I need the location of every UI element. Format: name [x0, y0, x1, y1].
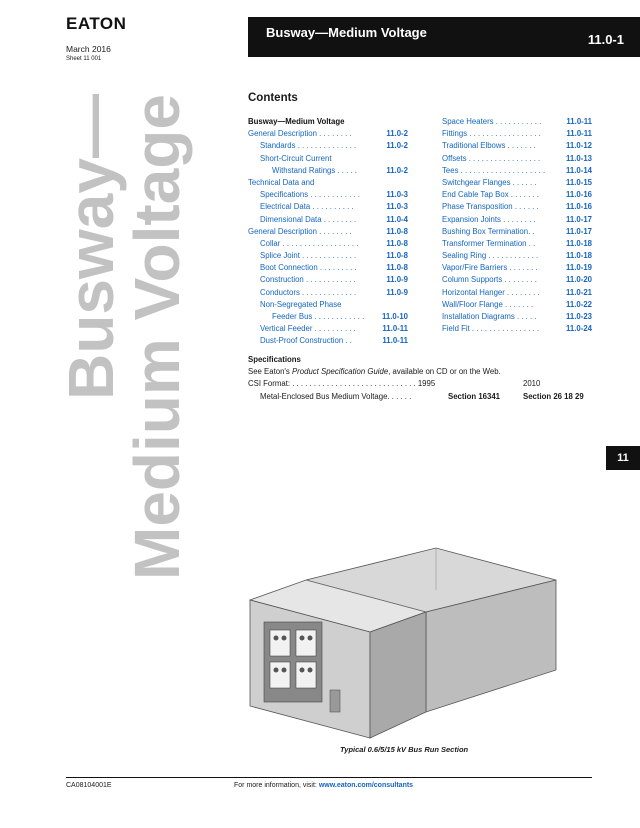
toc-entry-label: Switchgear Flanges	[442, 177, 511, 187]
toc-leader-dots: . . . . . . . . . . . . . . . . . .	[280, 238, 359, 248]
toc-entry-label: Vapor/Fire Barriers	[442, 263, 508, 273]
toc-entry-page: 11.0-11	[566, 129, 592, 139]
toc-entry-page: 11.0-17	[565, 214, 592, 224]
toc-entry-label: General Description	[248, 226, 317, 236]
toc-entry-page: 11.0-11	[382, 324, 408, 334]
toc-leader-dots: . . . . . . . . . . . . . . . . . . . .	[458, 165, 546, 175]
toc-leader-dots: . . . . . . . .	[321, 214, 357, 224]
toc-entry-label: Column Supports	[442, 275, 503, 285]
csi-year-2010: 2010	[523, 379, 541, 389]
toc-entry-page: 11.0-17	[565, 226, 592, 236]
toc-entry-page: 11.0-11	[566, 117, 592, 126]
toc-entry-label: General Description	[248, 129, 317, 139]
toc-entry-page: 11.0-18	[565, 251, 592, 261]
specifications-note: See Eaton's Product Specification Guide, available on CD or on the Web.	[248, 367, 501, 377]
toc-entry-page: 11.0-20	[565, 275, 592, 285]
specifications-block	[248, 354, 598, 403]
toc-entry[interactable]	[442, 274, 592, 286]
toc-entry[interactable]	[248, 214, 408, 226]
toc-entry-page: 11.0-22	[565, 299, 592, 309]
toc-leader-dots: . . . . . . . . . . .	[493, 117, 542, 126]
toc-entry-label: Conductors	[260, 287, 300, 297]
toc-entry-page: 11.0-8	[386, 238, 408, 248]
toc-entry[interactable]	[442, 299, 592, 311]
toc-entry[interactable]	[442, 214, 592, 226]
toc-leader-dots: . . . . . . . .	[500, 214, 536, 224]
contents-column-2	[442, 116, 592, 335]
toc-entry-label: Standards	[260, 141, 296, 151]
footer-info: For more information, visit: www.eaton.com/consultants	[234, 782, 414, 789]
toc-entry-page: 11.0-21	[565, 287, 592, 297]
specifications-heading: Specifications	[248, 355, 301, 364]
toc-entry-label-continued: Withstand Ratings	[272, 165, 336, 175]
csi-item-row	[248, 391, 598, 403]
toc-entry-label: Offsets	[442, 153, 467, 163]
toc-entry-page: 11.0-10	[381, 312, 408, 322]
toc-entry-label: Fittings	[442, 129, 468, 139]
toc-entry-label: Splice Joint	[260, 251, 300, 261]
page-title: Busway—Medium Voltage	[266, 25, 427, 40]
toc-leader-dots: . . . . . . . . . .	[312, 324, 356, 334]
toc-entry-page: 11.0-9	[386, 287, 408, 297]
consultants-link[interactable]: www.eaton.com/consultants	[318, 782, 414, 789]
toc-entry-page: 11.0-9	[386, 275, 408, 285]
toc-entry-label: Vertical Feeder	[260, 324, 313, 334]
toc-entry-page: 11.0-2	[386, 141, 408, 151]
toc-entry[interactable]	[248, 153, 408, 177]
toc-entry-page: 11.0-15	[565, 177, 592, 187]
toc-entry[interactable]	[442, 165, 592, 177]
toc-entry-page: 11.0-16	[565, 190, 592, 200]
toc-entry[interactable]	[248, 335, 408, 347]
toc-entry-label: Collar	[260, 238, 281, 248]
toc-entry-label: Transformer Termination	[442, 238, 527, 248]
toc-entry[interactable]	[248, 250, 408, 262]
toc-leader-dots: . . . . . .	[512, 202, 539, 212]
toc-leader-dots: . .	[526, 238, 536, 248]
toc-entry[interactable]	[248, 262, 408, 274]
toc-entry-label: Phase Transposition	[442, 202, 513, 212]
toc-entry-label: Technical Data and	[248, 177, 315, 187]
toc-entry[interactable]	[442, 250, 592, 262]
toc-leader-dots: . . . . . . . . . . . . . . . . .	[467, 129, 541, 139]
product-guide-title: Product Specification Guide	[291, 367, 389, 377]
toc-leader-dots: . . . . . .	[510, 177, 537, 187]
toc-leader-dots: . . . . . . .	[508, 190, 539, 200]
toc-entry-page: 11.0-23	[565, 312, 592, 321]
toc-leader-dots: . . . . . . . . . .	[310, 202, 354, 212]
toc-entry[interactable]	[248, 238, 408, 250]
toc-leader-dots: . . . . . . . .	[316, 129, 352, 139]
toc-entry-label: Dust-Proof Construction	[260, 336, 344, 346]
toc-leader-dots: . . . . . . . .	[504, 287, 540, 297]
toc-leader-dots: . . . . . . . . . . . . . . . . .	[466, 153, 541, 163]
toc-entry[interactable]	[248, 299, 408, 323]
bus-run-section-image	[246, 540, 576, 740]
toc-entry-label: Sealing Ring	[442, 251, 487, 261]
toc-entry-page: 11.0-16	[565, 202, 592, 212]
toc-entry-label: Dimensional Data	[260, 214, 322, 224]
toc-entry-label-continued: Specifications	[260, 190, 309, 200]
toc-entry[interactable]	[442, 128, 592, 140]
csi-format-label: CSI Format: . . . . . . . . . . . . . . . . . . . . . . . . . . . . . 1995	[248, 379, 436, 389]
vertical-section-title	[55, 94, 198, 654]
toc-leader-dots: . . . . . . . . . . . .	[303, 275, 356, 285]
toc-entry[interactable]	[442, 226, 592, 238]
sheet-number: Sheet 11 001	[66, 56, 102, 62]
contents-column-1	[248, 116, 408, 348]
toc-entry[interactable]	[248, 287, 408, 299]
toc-entry[interactable]	[442, 116, 592, 128]
toc-entry[interactable]	[442, 153, 592, 165]
toc-entry[interactable]	[248, 323, 408, 335]
toc-entry-label: Construction	[260, 275, 304, 285]
toc-entry-page: 11.0-2	[386, 165, 408, 175]
toc-entry-label: Traditional Elbows	[442, 141, 506, 151]
toc-entry-page: 11.0-8	[386, 251, 408, 261]
toc-leader-dots: . . . . . . . . . . . . . . . .	[469, 324, 540, 334]
toc-leader-dots: . . . . . . . .	[316, 226, 352, 236]
toc-leader-dots: . . . . . . . . . . . . .	[299, 251, 357, 261]
toc-entry-page: 11.0-24	[565, 324, 592, 334]
toc-leader-dots: . . . . . . . . . . . .	[308, 190, 361, 200]
toc-leader-dots: . . . . . . . . . . . .	[312, 312, 365, 322]
toc-entry-label: Tees	[442, 165, 459, 175]
toc-entry-label: Space Heaters	[442, 117, 494, 126]
toc-entry-page: 11.0-4	[386, 214, 408, 224]
toc-leader-dots: . . . . . . . . . . . . .	[299, 287, 357, 297]
toc-entry[interactable]	[442, 189, 592, 201]
csi-section-2010: Section 26 18 29	[523, 391, 584, 401]
toc-entry-label: Boot Connection	[260, 263, 318, 273]
toc-entry-label: Short-Circuit Current	[260, 153, 332, 163]
toc-leader-dots: . . . . . . . . . . . .	[486, 251, 539, 261]
figure-caption: Typical 0.6/5/15 kV Bus Run Section	[340, 745, 469, 754]
eaton-logo: EATON	[66, 14, 127, 33]
toc-entry[interactable]	[248, 177, 408, 201]
toc-leader-dots: . . . . . . . .	[502, 275, 537, 285]
title-bar	[248, 17, 640, 57]
toc-leader-dots: . . . . .	[514, 312, 537, 321]
toc-entry[interactable]	[248, 201, 408, 213]
toc-entry[interactable]	[442, 323, 592, 335]
csi-section-1995: Section 16341	[448, 391, 501, 401]
toc-leader-dots: . . . . .	[335, 165, 357, 175]
toc-entry-page: 11.0-18	[565, 238, 592, 248]
vertical-title-line2: Medium Voltage	[121, 94, 193, 580]
toc-entry-page: 11.0-11	[382, 336, 408, 346]
toc-entry-label: Bushing Box Termination.	[442, 226, 531, 236]
publication-date: March 2016	[66, 44, 111, 54]
toc-entry-label: Horizontal Hanger	[442, 287, 505, 297]
toc-leader-dots: . . . . . . . . .	[317, 263, 357, 273]
toc-entry-label: Non-Segregated Phase	[260, 299, 342, 309]
toc-entry-label: Electrical Data	[260, 202, 311, 212]
footer-divider	[66, 777, 592, 778]
toc-entry-label: Wall/Floor Flange	[442, 299, 503, 309]
toc-leader-dots: . . . . . . .	[507, 263, 538, 273]
section-tab[interactable]: 11	[606, 446, 640, 470]
toc-leader-dots: . . . . . . .	[502, 299, 534, 309]
toc-entry-label-continued: Feeder Bus	[272, 312, 313, 322]
toc-entry-label: Installation Diagrams	[442, 312, 515, 321]
toc-leader-dots: .	[530, 226, 535, 236]
toc-entry-page: 11.0-13	[565, 153, 592, 163]
csi-format-row	[248, 378, 598, 390]
toc-entry[interactable]	[442, 311, 592, 323]
toc-entry[interactable]	[442, 201, 592, 213]
csi-item-label: Metal-Enclosed Bus Medium Voltage. . . . . .	[260, 391, 412, 401]
toc-entry[interactable]	[248, 128, 408, 140]
toc-entry[interactable]	[442, 262, 592, 274]
toc-entry[interactable]	[442, 287, 592, 299]
toc-leader-dots: . .	[343, 336, 352, 346]
toc-entry-page: 11.0-8	[386, 263, 408, 273]
toc-entry-page: 11.0-3	[386, 190, 408, 200]
toc-leader-dots: . . . . . . . . . . . . . .	[295, 141, 357, 151]
toc-entry-label: Field Fit	[442, 324, 470, 334]
toc-entry[interactable]	[442, 140, 592, 152]
toc-entry[interactable]	[442, 177, 592, 189]
toc-entry[interactable]	[248, 274, 408, 286]
contents-heading: Contents	[248, 92, 298, 104]
toc-leader-dots: . . . . . . .	[505, 141, 536, 151]
toc-entry-page: 11.0-8	[386, 226, 408, 236]
toc-entry[interactable]	[248, 140, 408, 152]
document-number: CA08104001E	[66, 782, 112, 789]
contents-section-heading: Busway—Medium Voltage	[248, 117, 345, 126]
toc-entry-page: 11.0-2	[386, 129, 408, 139]
toc-entry-label: End Cable Tap Box	[442, 190, 509, 200]
toc-entry[interactable]	[442, 238, 592, 250]
toc-entry-page: 11.0-19	[565, 263, 592, 273]
toc-entry-page: 11.0-14	[565, 165, 592, 175]
toc-entry-page: 11.0-12	[565, 141, 592, 151]
page-number: 11.0-1	[587, 32, 624, 47]
vertical-title-line1: Busway—	[55, 94, 127, 400]
toc-entry-label: Expansion Joints	[442, 214, 501, 224]
toc-entry[interactable]	[248, 226, 408, 238]
toc-entry-page: 11.0-3	[386, 202, 408, 212]
